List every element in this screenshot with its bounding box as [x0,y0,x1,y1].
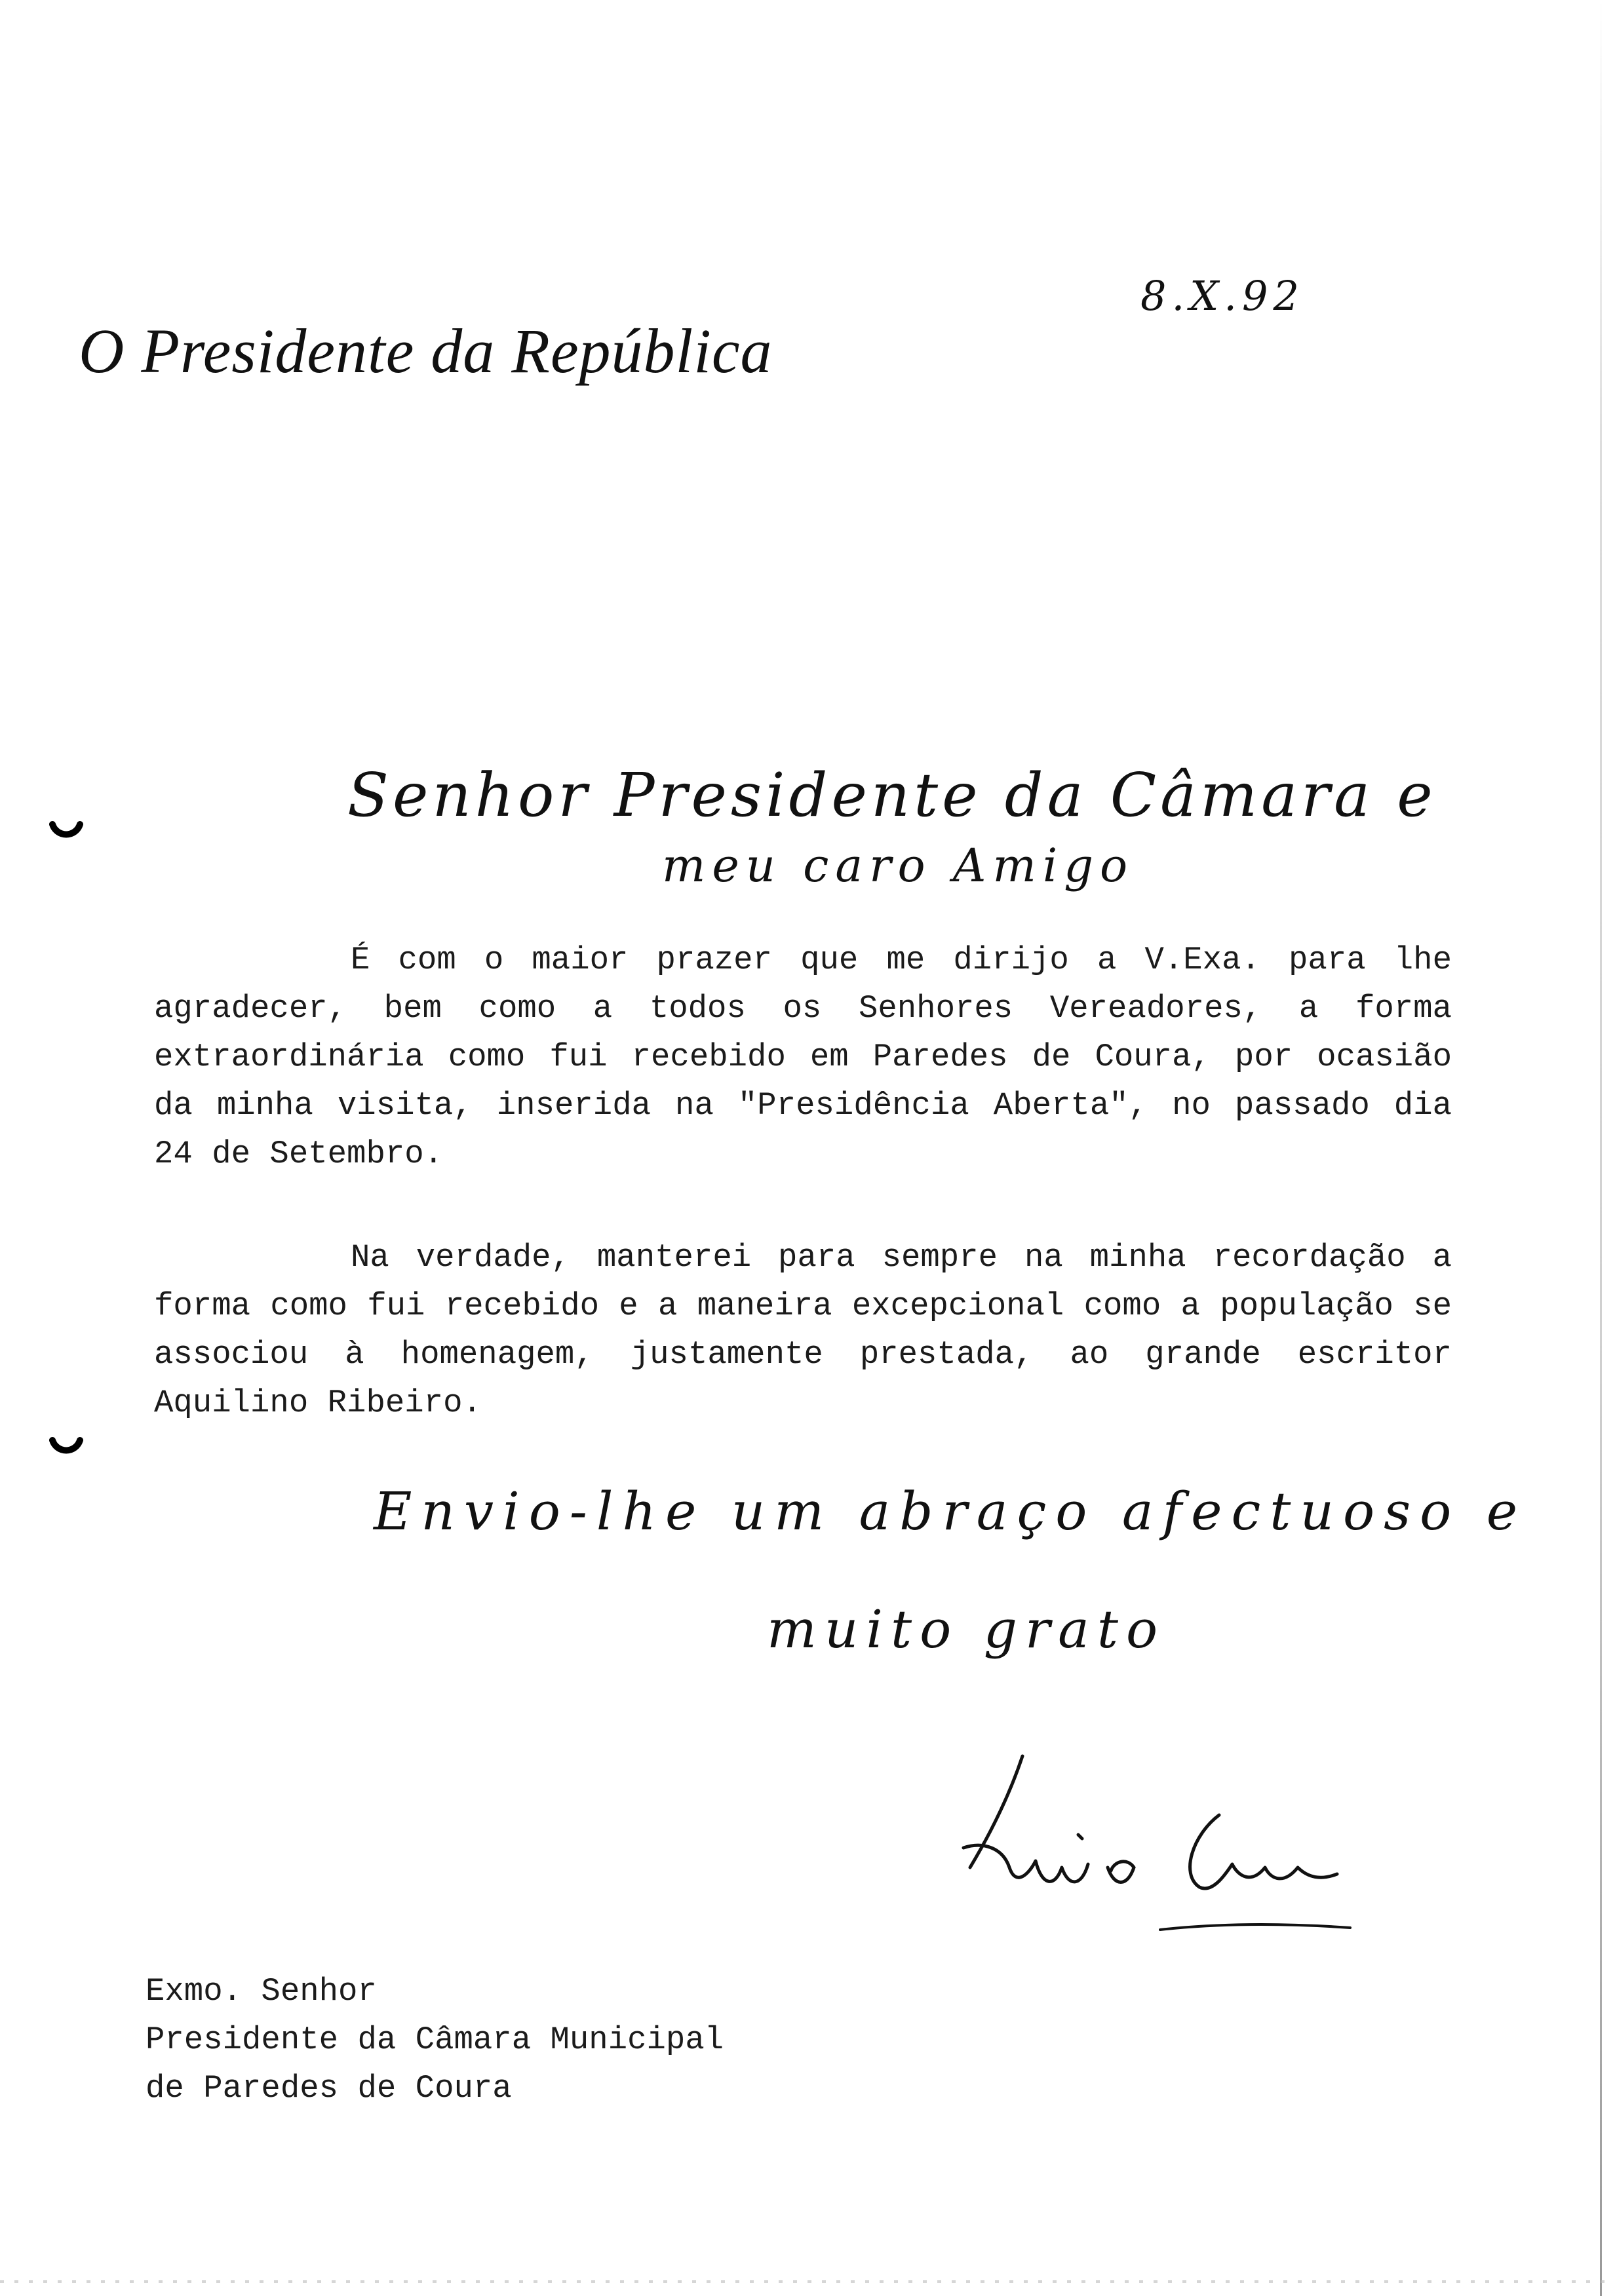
closing-line-1: Envio-lhe um abraço afectuoso e [374,1481,1527,1542]
handwritten-date: 8.X.92 [1140,272,1304,320]
closing-line-2: muito grato [767,1599,1166,1660]
addressee-line-1: Exmo. Senhor [146,1973,377,2010]
addressee-line-3: de Paredes de Coura [146,2070,512,2107]
letterhead: O Presidente da República [79,316,773,386]
scan-bottom-noise [0,2280,1615,2283]
signature [944,1736,1363,1946]
addressee-block [146,1967,724,2113]
salutation-line-2: meu caro Amigo [662,839,1135,892]
binder-hole-icon [47,813,84,849]
salutation-line-1: Senhor Presidente da Câmara e [347,760,1437,830]
body-paragraph-1: É com o maior prazer que me dirijo a V.Exa. para lhe agradecer, bem como a todos os Senhores Vereadores, a forma extraordinária como fui recebido em Paredes de Coura, por ocasião da minha visita, inserida na "Presidência Aberta", no passado dia 24 de Setembro. [154,942,1452,1172]
body-paragraph-2: Na verdade, manterei para sempre na minha recordação a forma como fui recebido e a maneira excepcional como a população se associou à homenagem, justamente prestada, ao grande escritor Aquilino Ribeiro. [154,1239,1452,1421]
binder-hole-icon [47,1428,84,1465]
scan-edge-line [1600,0,1602,2296]
addressee-line-2: Presidente da Câmara Municipal [146,2021,724,2058]
